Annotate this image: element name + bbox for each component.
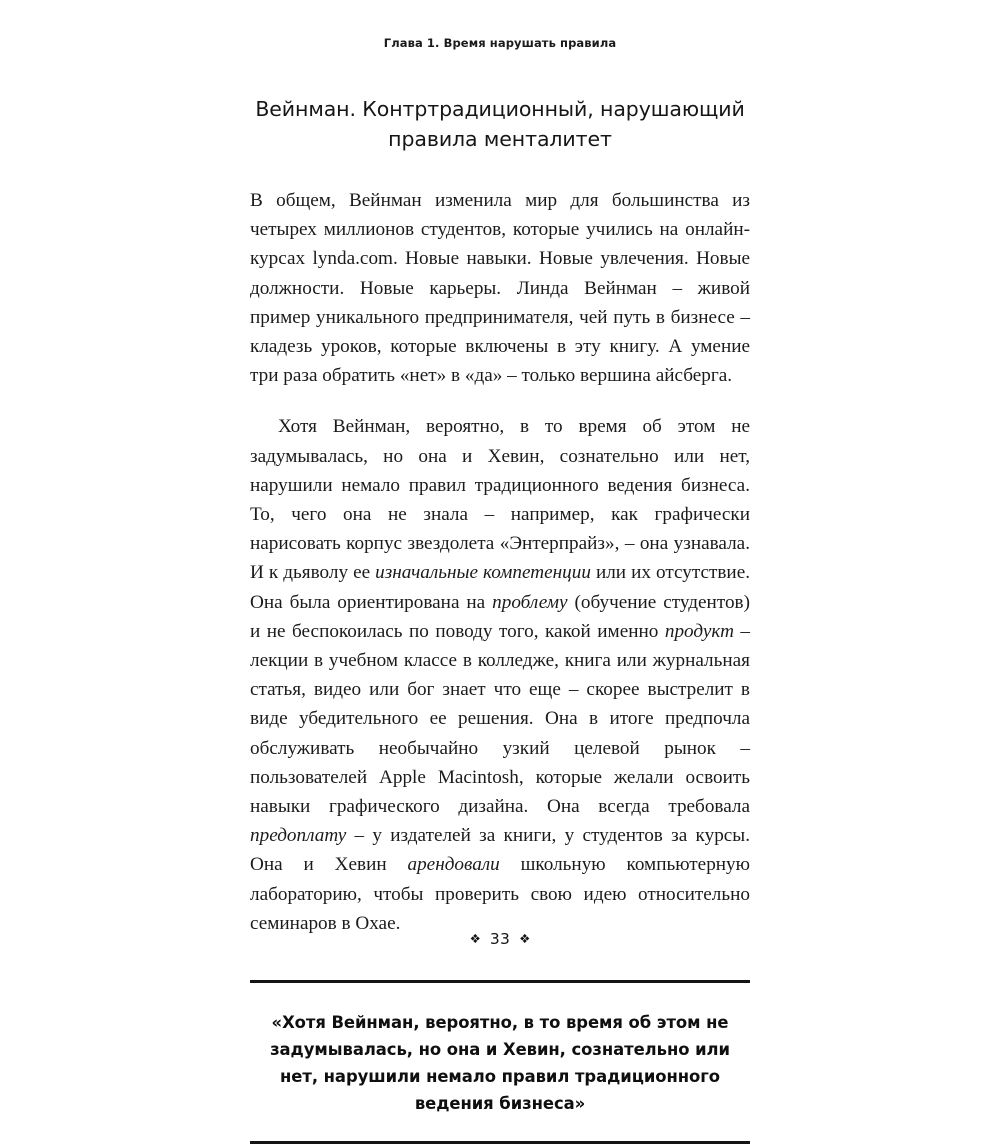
emphasis-text: предоплату — [250, 825, 347, 847]
section-title: Вейнман. Контртрадиционный, нарушающий правила менталитет — [255, 97, 745, 151]
emphasis-text: изначальные компетенции — [375, 562, 591, 584]
running-head: Глава 1. Время нарушать правила — [383, 36, 617, 50]
diamond-ornament-right-icon: ❖ — [519, 930, 531, 946]
diamond-ornament-left-icon: ❖ — [469, 930, 481, 946]
paragraph-1: В общем, Вейнман изменила мир для большинства из четырех миллионов студентов, которые учились на онлайн-курсах lynda.com. Новые навыки. Новые увлечения. Новые должности. Новые карьеры. Линда Вейнман – живой пример уникального предпринимателя, чей путь в бизнесе – кладезь уроков, которые включены в эту книгу. А умение три раза обратить «нет» в «да» – только вершина айсберга. — [250, 190, 750, 387]
page-number: 33 — [489, 930, 511, 948]
paragraph-2: Хотя Вейнман, вероятно, в то время об этом не задумывалась, но она и Хевин, сознательно или нет, нарушили немало правил традиционного ведения бизнеса. То, чего она не знала – например, как графически нарисовать корпус звездолета «Энтерпрайз», – она узнавала. И к дьяволу ее изначальные компетенции или их отсутствие. Она была ориентирована на проблему (обучение студентов) и не беспокоилась по поводу того, какой именно продукт – лекции в учебном классе в колледже, книга или журнальная статья, видео или бог знает что еще – скорее выстрелит в виде убедительного ее решения. Она в итоге предпочла обслуживать необычайно узкий целевой рынок – пользователей Apple Macintosh, которые желали освоить навыки графического дизайна. Она всегда требовала предоплату – у издателей за книги, у студентов за курсы. Она и Хевин арендовали школьную компьютерную лабораторию, чтобы проверить свою идею относительно семинаров в Охае. — [250, 416, 751, 934]
emphasis-text: арендовали — [407, 854, 500, 876]
pull-quote — [250, 980, 750, 1144]
folio — [0, 930, 1000, 948]
text-column — [250, 0, 750, 1144]
emphasis-text: продукт — [664, 620, 734, 642]
body-copy — [250, 154, 750, 938]
pull-quote-text: «Хотя Вейнман, вероятно, в то время об этом не задумывалась, но она и Хевин, сознательно или нет, нарушили немало правил традиционного ведения бизнеса» — [270, 1013, 730, 1114]
emphasis-text: проблему — [492, 591, 568, 613]
